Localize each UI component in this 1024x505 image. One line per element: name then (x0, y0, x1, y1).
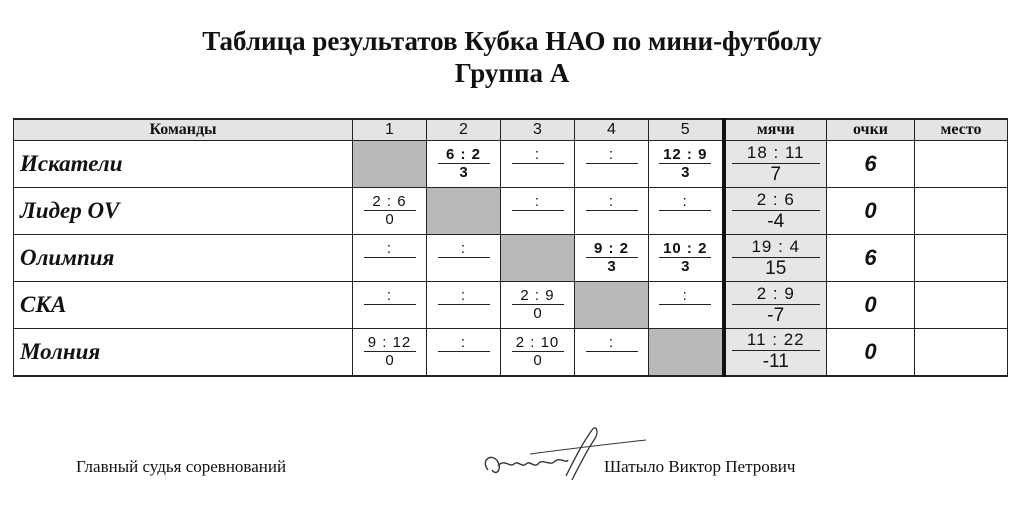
chief-judge-label: Главный судья соревнований (76, 457, 287, 476)
match-score: 10 : 2 (659, 240, 711, 258)
goals-score: 18 : 11 (732, 143, 820, 164)
chief-judge-name: Шатыло Виктор Петрович (604, 457, 796, 476)
match-points (427, 305, 500, 323)
match-score: : (659, 287, 711, 305)
match-score: 2 : 6 (364, 193, 416, 211)
match-cell (353, 188, 427, 235)
match-cell (649, 282, 724, 329)
team-name: Молния (14, 329, 353, 376)
match-cell (501, 329, 575, 376)
match-score: : (438, 334, 490, 352)
match-points: 0 (385, 211, 394, 228)
header-points: очки (827, 119, 915, 141)
match-cell (575, 141, 649, 188)
match-points (575, 211, 648, 229)
match-cell (649, 188, 724, 235)
match-score: : (659, 193, 711, 211)
place-cell (915, 282, 1008, 329)
table-row (14, 141, 1008, 188)
match-score: 6 : 2 (438, 146, 490, 164)
match-cell (501, 282, 575, 329)
signature-image (470, 410, 650, 500)
match-points (575, 164, 648, 182)
results-body (14, 141, 1008, 376)
place-cell (915, 141, 1008, 188)
balls-cell (724, 282, 827, 329)
match-points: 3 (681, 164, 690, 181)
table-row (14, 329, 1008, 376)
results-table (13, 118, 1008, 377)
match-cell (427, 329, 501, 376)
match-score: 12 : 9 (659, 146, 711, 164)
match-score: : (438, 287, 490, 305)
goal-difference: 15 (765, 257, 787, 279)
match-points (427, 352, 500, 370)
goals-score: 11 : 22 (732, 330, 820, 351)
match-points (649, 211, 722, 229)
match-cell (649, 141, 724, 188)
match-cell (353, 329, 427, 376)
match-score: 2 : 9 (512, 287, 564, 305)
match-score: 9 : 2 (586, 240, 638, 258)
place-cell (915, 235, 1008, 282)
balls-values (732, 284, 820, 327)
match-score: : (512, 146, 564, 164)
match-points (427, 258, 500, 276)
header-col-4: 4 (575, 119, 649, 141)
balls-values (732, 190, 820, 233)
goal-difference: -11 (762, 351, 789, 373)
header-row (14, 119, 1008, 141)
points-total: 6 (827, 141, 915, 188)
match-score: 9 : 12 (364, 334, 416, 352)
header-col-5: 5 (649, 119, 724, 141)
place-cell (915, 188, 1008, 235)
match-score: : (364, 287, 416, 305)
match-cell (501, 188, 575, 235)
balls-cell (724, 188, 827, 235)
match-cell (427, 235, 501, 282)
group-subtitle: Группа А (454, 58, 570, 88)
match-score: : (364, 240, 416, 258)
match-points (501, 211, 574, 229)
table-row (14, 282, 1008, 329)
balls-values (732, 330, 820, 373)
header-place: место (915, 119, 1008, 141)
match-score: : (512, 193, 564, 211)
match-points (649, 305, 722, 323)
points-total: 0 (827, 282, 915, 329)
header-teams: Команды (14, 119, 353, 141)
points-total: 0 (827, 188, 915, 235)
document-title: Таблица результатов Кубка НАО по мини-футболу (202, 26, 822, 56)
balls-values (732, 143, 820, 186)
diagonal-cell (353, 141, 427, 188)
match-cell (353, 235, 427, 282)
header-col-1: 1 (353, 119, 427, 141)
match-cell (575, 235, 649, 282)
match-cell (353, 282, 427, 329)
match-cell (427, 282, 501, 329)
points-total: 6 (827, 235, 915, 282)
match-score: : (438, 240, 490, 258)
header-balls: мячи (724, 119, 827, 141)
match-points: 3 (681, 258, 690, 275)
place-cell (915, 329, 1008, 376)
match-points: 0 (533, 351, 542, 369)
balls-cell (724, 235, 827, 282)
table-row (14, 235, 1008, 282)
header-col-2: 2 (427, 119, 501, 141)
match-cell (427, 141, 501, 188)
match-points: 0 (533, 305, 542, 322)
match-cell (649, 235, 724, 282)
diagonal-cell (427, 188, 501, 235)
team-name: СКА (14, 282, 353, 329)
match-cell (575, 188, 649, 235)
balls-values (732, 237, 820, 280)
match-score: : (586, 334, 638, 352)
match-cell (575, 329, 649, 376)
match-score: : (586, 193, 638, 211)
table-row (14, 188, 1008, 235)
diagonal-cell (649, 329, 724, 376)
goal-difference: 7 (770, 163, 782, 185)
points-total: 0 (827, 329, 915, 376)
match-points: 0 (385, 351, 394, 369)
diagonal-cell (575, 282, 649, 329)
match-score: : (586, 146, 638, 164)
team-name: Олимпия (14, 235, 353, 282)
balls-cell (724, 329, 827, 376)
balls-cell (724, 141, 827, 188)
diagonal-cell (501, 235, 575, 282)
match-score: 2 : 10 (512, 334, 564, 352)
match-points (575, 352, 648, 370)
goal-difference: -4 (767, 210, 785, 232)
match-points (501, 164, 574, 182)
team-name: Лидер OV (14, 188, 353, 235)
goals-score: 2 : 9 (732, 284, 820, 305)
goals-score: 2 : 6 (732, 190, 820, 211)
header-col-3: 3 (501, 119, 575, 141)
match-points: 3 (459, 164, 468, 181)
match-cell (501, 141, 575, 188)
match-points: 3 (607, 258, 616, 275)
match-points (353, 258, 426, 276)
team-name: Искатели (14, 141, 353, 188)
goal-difference: -7 (767, 304, 785, 326)
goals-score: 19 : 4 (732, 237, 820, 258)
match-points (353, 305, 426, 323)
